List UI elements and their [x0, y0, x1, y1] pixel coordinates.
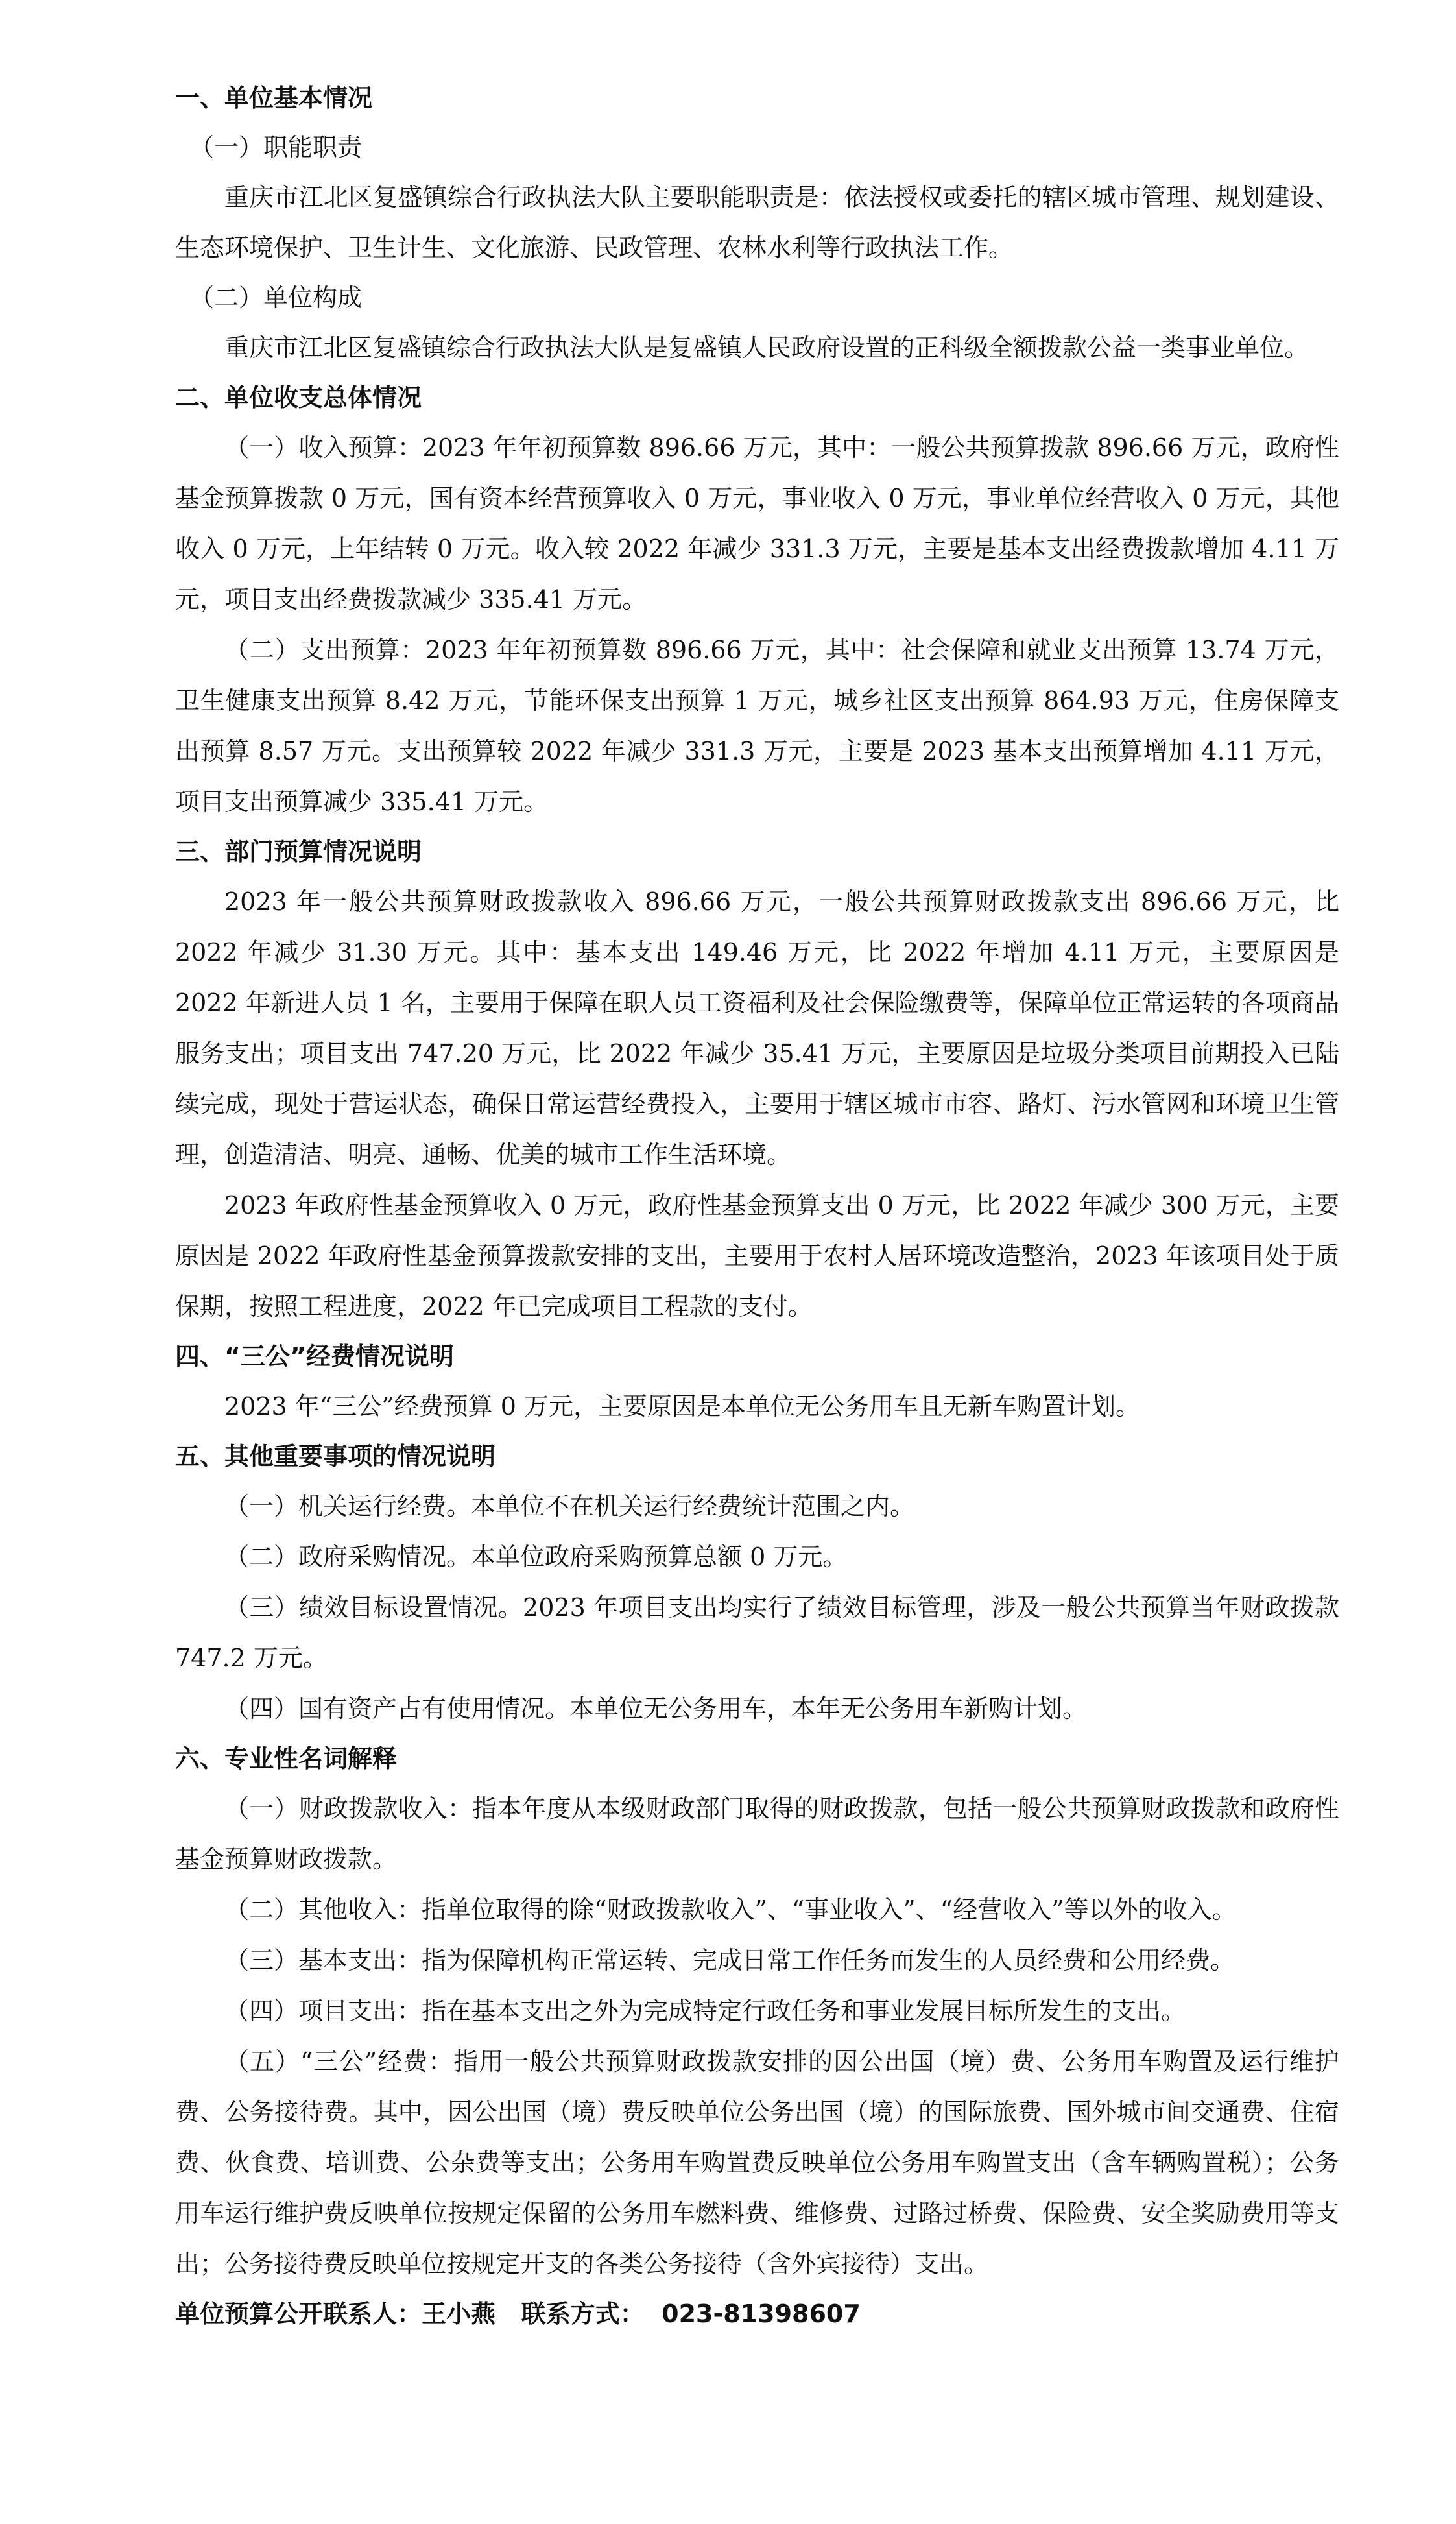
paragraph-expense-budget: （二）支出预算：2023 年年初预算数 896.66 万元，其中：社会保障和就业支出预算 13.74 万元，卫生健康支出预算 8.42 万元，节能环保支出预算 1 万元，城乡社区支出预算 864.93 万元，住房保障支出预算 8.57 万元。支出预算较 2022 年减少 331.3 万元，主要是 2023 基本支出预算增加 4.11 万元，项目支出预算减少 335.41 万元。: [175, 636, 1339, 816]
subheading-duties: （一）职能职责: [189, 133, 363, 162]
glossary-fiscal-appropriation: （一）财政拨款收入：指本年度从本级财政部门取得的财政拨款，包括一般公共预算财政拨款和政府性基金预算财政拨款。: [175, 1794, 1339, 1873]
paragraph-income-budget: （一）收入预算：2023 年年初预算数 896.66 万元，其中：一般公共预算拨款 896.66 万元，政府性基金预算拨款 0 万元，国有资本经营预算收入 0 万元，事业收入 0 万元，事业单位经营收入 0 万元，其他收入 0 万元，上年结转 0 万元。收入较 2022 年减少 331.3 万元，主要是基本支出经费拨款增加 4.11 万元，项目支出经费拨款减少 335.41 万元。: [175, 433, 1339, 614]
paragraph-operating-costs: （一）机关运行经费。本单位不在机关运行经费统计范围之内。: [224, 1492, 915, 1520]
section-heading-income-expense: 二、单位收支总体情况: [175, 383, 422, 412]
paragraph-general-budget: 2023 年一般公共预算财政拨款收入 896.66 万元，一般公共预算财政拨款支出 896.66 万元，比 2022 年减少 31.30 万元。其中：基本支出 149.46 万元，比 2022 年增加 4.11 万元，主要原因是 2022 年新进人员 1 名，主要用于保障在职人员工资福利及社会保险缴费等，保障单位正常运转的各项商品服务支出；项目支出 747.20 万元，比 2022 年减少 35.41 万元，主要原因是垃圾分类项目前期投入已陆续完成，现处于营运状态，确保日常运营经费投入，主要用于辖区城市市容、路灯、污水管网和环境卫生管理，创造清洁、明亮、通畅、优美的城市工作生活环境。: [175, 887, 1339, 1169]
glossary-three-public-expenses: （五）“三公”经费：指用一般公共预算财政拨款安排的因公出国（境）费、公务用车购置及运行维护费、公务接待费。其中，因公出国（境）费反映单位公务出国（境）的国际旅费、国外城市间交通费、住宿费、伙食费、培训费、公杂费等支出；公务用车购置费反映单位公务用车购置支出（含车辆购置税）；公务用车运行维护费反映单位按规定保留的公务用车燃料费、维修费、过路过桥费、保险费、安全奖励费用等支出；公务接待费反映单位按规定开支的各类公务接待（含外宾接待）支出。: [175, 2047, 1339, 2278]
paragraph-performance-targets: （三）绩效目标设置情况。2023 年项目支出均实行了绩效目标管理，涉及一般公共预算当年财政拨款 747.2 万元。: [175, 1593, 1339, 1672]
contact-line: 单位预算公开联系人：王小燕 联系方式： 023-81398607: [175, 2300, 861, 2328]
section-heading-dept-budget: 三、部门预算情况说明: [175, 837, 422, 866]
paragraph-state-assets: （四）国有资产占有使用情况。本单位无公务用车，本年无公务用车新购计划。: [224, 1694, 1088, 1723]
paragraph-duties: 重庆市江北区复盛镇综合行政执法大队主要职能职责是：依法授权或委托的辖区城市管理、规划建设、生态环境保护、卫生计生、文化旅游、民政管理、农林水利等行政执法工作。: [175, 183, 1339, 262]
paragraph-composition: 重庆市江北区复盛镇综合行政执法大队是复盛镇人民政府设置的正科级全额拨款公益一类事业单位。: [224, 333, 1309, 362]
section-heading-glossary: 六、专业性名词解释: [175, 1744, 398, 1773]
paragraph-procurement: （二）政府采购情况。本单位政府采购预算总额 0 万元。: [224, 1543, 848, 1571]
glossary-other-income: （二）其他收入：指单位取得的除“财政拨款收入”、“事业收入”、“经营收入”等以外的收入。: [224, 1895, 1237, 1924]
paragraph-three-public: 2023 年“三公”经费预算 0 万元，主要原因是本单位无公务用车且无新车购置计划。: [224, 1392, 1140, 1421]
section-heading-other-matters: 五、其他重要事项的情况说明: [175, 1442, 496, 1471]
section-heading-basic-info: 一、单位基本情况: [175, 84, 373, 112]
glossary-basic-expenditure: （三）基本支出：指为保障机构正常运转、完成日常工作任务而发生的人员经费和公用经费。: [224, 1946, 1235, 1975]
paragraph-fund-budget: 2023 年政府性基金预算收入 0 万元，政府性基金预算支出 0 万元，比 2022 年减少 300 万元，主要原因是 2022 年政府性基金预算拨款安排的支出，主要用于农村人居环境改造整治，2023 年该项目处于质保期，按照工程进度，2022 年已完成项目工程款的支付。: [175, 1191, 1339, 1321]
section-heading-three-public: 四、“三公”经费情况说明: [175, 1342, 454, 1371]
glossary-project-expenditure: （四）项目支出：指在基本支出之外为完成特定行政任务和事业发展目标所发生的支出。: [224, 1997, 1186, 2025]
subheading-composition: （二）单位构成: [189, 283, 363, 312]
